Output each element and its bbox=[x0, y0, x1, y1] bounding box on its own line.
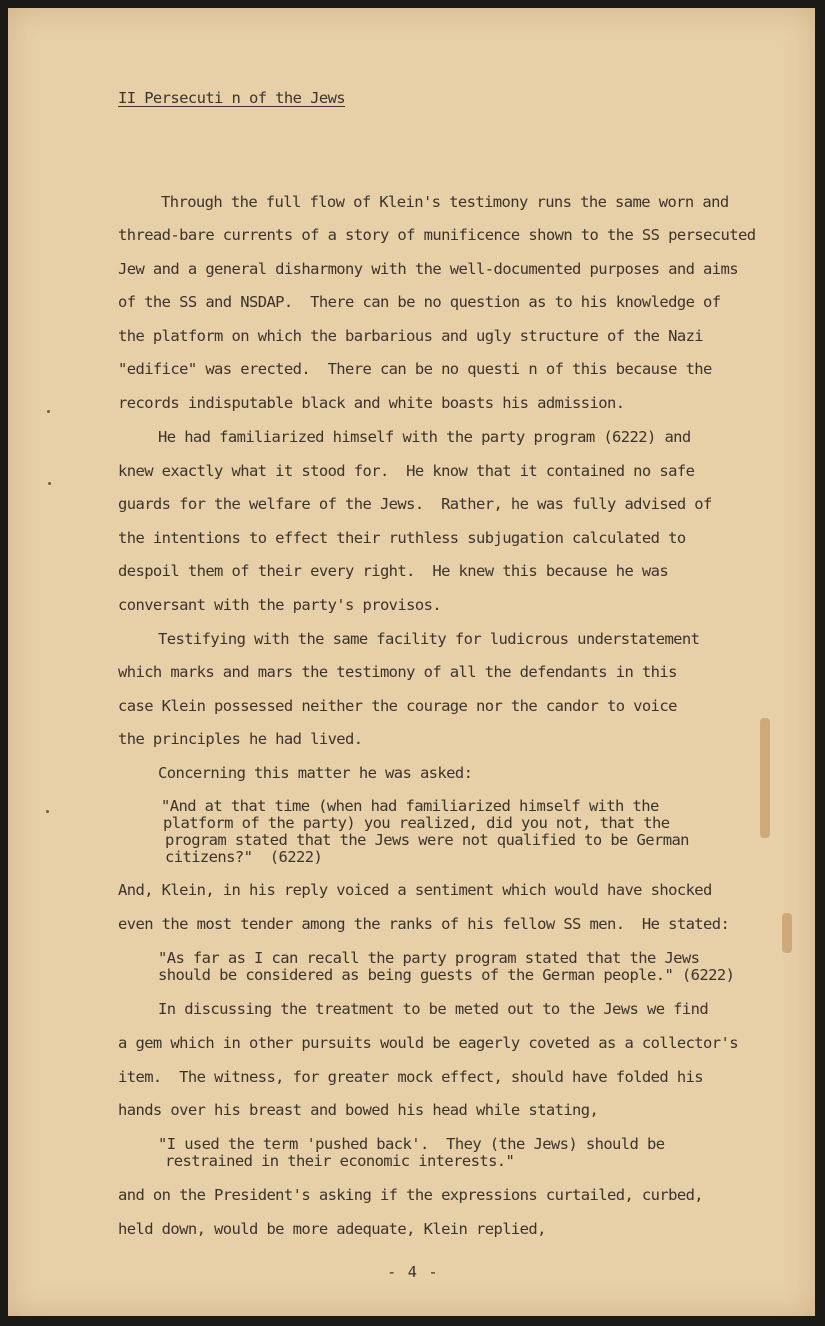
text-line: which marks and mars the testimony of all the defendants in this bbox=[118, 663, 677, 681]
text-line: despoil them of their every right. He knew this because he was bbox=[118, 562, 669, 580]
text-line: And, Klein, in his reply voiced a sentiment which would have shocked bbox=[118, 881, 712, 899]
text-line: records indisputable black and white boasts his admission. bbox=[118, 394, 625, 412]
text-line: and on the President's asking if the expressions curtailed, curbed, bbox=[118, 1186, 704, 1204]
text-line: He had familiarized himself with the party program (6222) and bbox=[158, 428, 691, 446]
text-line: of the SS and NSDAP. There can be no question as to his knowledge of bbox=[118, 293, 721, 311]
paper-stain bbox=[782, 913, 792, 953]
text-line: held down, would be more adequate, Klein replied, bbox=[118, 1220, 546, 1238]
text-line: Jew and a general disharmony with the well-documented purposes and aims bbox=[118, 260, 738, 278]
text-line: citizens?" (6222) bbox=[165, 848, 323, 866]
text-line: hands over his breast and bowed his head while stating, bbox=[118, 1101, 599, 1119]
text-line: case Klein possessed neither the courage nor the candor to voice bbox=[118, 697, 677, 715]
text-line: a gem which in other pursuits would be eagerly coveted as a collector's bbox=[118, 1034, 738, 1052]
text-line: thread-bare currents of a story of munificence shown to the SS persecuted bbox=[118, 226, 756, 244]
document-page bbox=[8, 8, 815, 1316]
text-line: should be considered as being guests of the German people." (6222) bbox=[158, 966, 735, 984]
text-line: restrained in their economic interests." bbox=[165, 1152, 515, 1170]
paper-speck bbox=[47, 410, 50, 413]
text-line: the principles he had lived. bbox=[118, 730, 363, 748]
page-number: - 4 - bbox=[387, 1263, 439, 1281]
text-line: "I used the term 'pushed back'. They (the Jews) should be bbox=[158, 1135, 665, 1153]
text-line: program stated that the Jews were not qualified to be German bbox=[165, 831, 689, 849]
text-line: knew exactly what it stood for. He know that it contained no safe bbox=[118, 462, 695, 480]
text-line: guards for the welfare of the Jews. Rather, he was fully advised of bbox=[118, 495, 712, 513]
text-line: item. The witness, for greater mock effect, should have folded his bbox=[118, 1068, 704, 1086]
text-line: In discussing the treatment to be meted out to the Jews we find bbox=[158, 1000, 709, 1018]
text-line: "edifice" was erected. There can be no questi n of this because the bbox=[118, 360, 712, 378]
paper-stain bbox=[760, 718, 770, 838]
text-line: even the most tender among the ranks of his fellow SS men. He stated: bbox=[118, 915, 730, 933]
text-line: Concerning this matter he was asked: bbox=[158, 764, 473, 782]
text-line: platform of the party) you realized, did you not, that the bbox=[163, 814, 670, 832]
text-line: Through the full flow of Klein's testimony runs the same worn and bbox=[161, 193, 729, 211]
paper-speck bbox=[46, 810, 49, 813]
text-line: the intentions to effect their ruthless subjugation calculated to bbox=[118, 529, 686, 547]
text-line: conversant with the party's provisos. bbox=[118, 596, 442, 614]
paper-speck bbox=[48, 482, 51, 485]
section-heading: II Persecuti n of the Jews bbox=[118, 89, 346, 107]
text-line: Testifying with the same facility for ludicrous understatement bbox=[158, 630, 700, 648]
text-line: "And at that time (when had familiarized himself with the bbox=[161, 797, 659, 815]
text-line: "As far as I can recall the party program stated that the Jews bbox=[158, 949, 700, 967]
text-line: the platform on which the barbarious and ugly structure of the Nazi bbox=[118, 327, 704, 345]
